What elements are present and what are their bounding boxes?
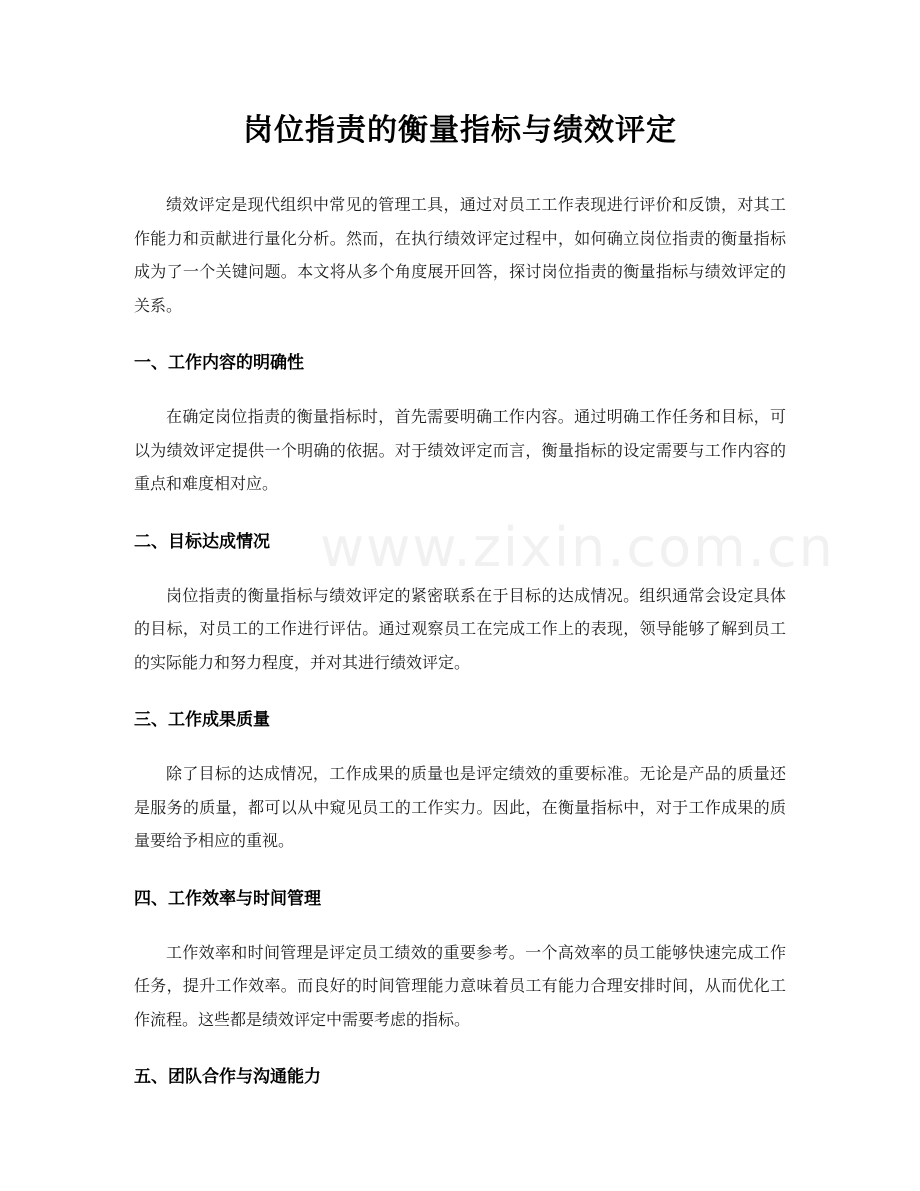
intro-paragraph: 绩效评定是现代组织中常见的管理工具，通过对员工工作表现进行评价和反馈，对其工作能力和贡献进行量化分析。然而，在执行绩效评定过程中，如何确立岗位指责的衡量指标成为了一个关键问题。本文将从多个角度展开回答，探讨岗位指责的衡量指标与绩效评定的关系。 [134,195,786,315]
document-title: 岗位指责的衡量指标与绩效评定 [243,113,677,148]
section-heading-1: 一、工作内容的明确性 [134,353,304,373]
section-heading-3: 三、工作成果质量 [134,710,270,730]
section-body-3: 除了目标的达成情况，工作成果的质量也是评定绩效的重要标准。无论是产品的质量还是服务的质量，都可以从中窥见员工的工作实力。因此，在衡量指标中，对于工作成果的质量要给予相应的重视。 [134,764,786,850]
section-body-4: 工作效率和时间管理是评定员工绩效的重要参考。一个高效率的员工能够快速完成工作任务，提升工作效率。而良好的时间管理能力意味着员工有能力合理安排时间，从而优化工作流程。这些都是绩效评定中需要考虑的指标。 [134,942,786,1029]
section-heading-2: 二、目标达成情况 [134,531,270,552]
section-heading-4: 四、工作效率与时间管理 [134,888,321,909]
watermark: www.zixin.com.cn [320,516,835,579]
section-heading-5: 五、团队合作与沟通能力 [134,1067,321,1087]
section-body-2: 岗位指责的衡量指标与绩效评定的紧密联系在于目标的达成情况。组织通常会设定具体的目标，对员工的工作进行评估。通过观察员工在完成工作上的表现，领导能够了解到员工的实际能力和努力程度，并对其进行绩效评定。 [134,585,786,672]
section-body-1: 在确定岗位指责的衡量指标时，首先需要明确工作内容。通过明确工作任务和目标，可以为绩效评定提供一个明确的依据。对于绩效评定而言，衡量指标的设定需要与工作内容的重点和难度相对应。 [134,407,786,493]
